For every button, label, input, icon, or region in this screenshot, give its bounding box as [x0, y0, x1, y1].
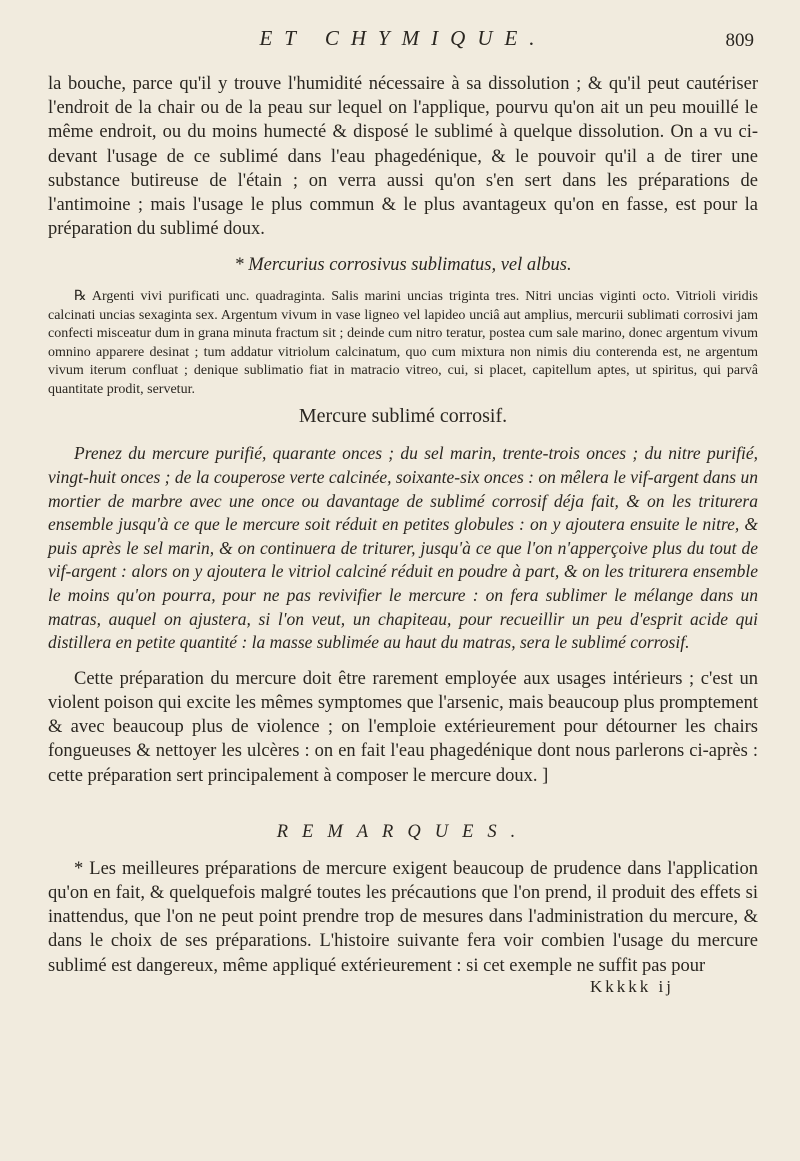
paragraph-continuation: la bouche, parce qu'il y trouve l'humidité nécessaire à sa dissolution ; & qu'il peut cautériser l'endroit de la chair ou de la peau sur lequel on l'applique, pourvu qu'on ait un peu mouillé le même endroit, ou du moins humecté & disposé le sublimé à quelque dissolution. On a vu ci-devant l'usage de ce sublimé dans l'eau phagedénique, & le pouvoir qu'il a de tirer une substance butireuse de l'étain ; on verra aussi qu'on s'en sert dans les préparations de l'antimoine ; mais l'usage le plus commun & le plus avantageux qu'on en fasse, est pour la préparation du sublimé doux.: [48, 74, 758, 240]
remarques-heading: REMARQUES.: [276, 821, 530, 842]
latin-recipe-heading: * Mercurius corrosivus sublimatus, vel albus.: [234, 255, 572, 276]
french-recipe: Prenez du mercure purifié, quarante onces ; du sel marin, trente-trois onces ; du nitre purifié, vingt-huit onces ; de la couperose verte calcinée, soixante-six onces : on mêlera le vif-argent dans un mortier de marbre avec une once ou davantage de sublimé corrosif déja fait, & on les triturera ensemble jusqu'à ce que le mercure soit réduit en petites globules : on y ajoutera ensuite le nitre, & puis après le sel marin, & on continuera de triturer, jusqu'à ce que l'on n'apperçoive plus du tout de vif-argent : alors on y ajoutera le vitriol calciné réduit en poudre à part, & on les triturera ensemble le moins qu'on pourra, pour ne pas revivifier le mercure : on fera sublimer le mélange dans un matras, auquel on ajustera, si l'on veut, un chapiteau, pour recueillir un peu d'esprit acide qui distillera en petite quantité : la masse sublimée au haut du matras, sera le sublimé corrosif.: [48, 443, 758, 653]
french-recipe-heading: Mercure sublimé corrosif.: [298, 405, 508, 428]
latin-recipe: ℞ Argenti vivi purificati unc. quadraginta. Salis marini uncias triginta tres. Nitri uncias viginti octo. Vitrioli viridis calcinati uncias sexaginta sex. Argentum vivum in vase ligneo vel lapideo unciâ aut amplius, mercurii sublimati corrosivi jam confecti misceatur dum in grana minuta fractum sit ; deinde cum nitro teratur, postea cum sale marino, donec argentum vivum omnino apparere desinat ; tum addatur vitriolum calcinatum, quo cum mixtura non nimis diu conterenda est, ne argentum vivum iterum confluat ; denique sublimatio fiat in matracio vitreo, cui, si placet, capitellum aptes, ut spiritus, qui parvâ quantitate prodit, servetur.: [48, 289, 758, 397]
usage-paragraph: Cette préparation du mercure doit être rarement employée aux usages intérieurs ; c'est un violent poison qui excite les mêmes symptomes que l'arsenic, mais beaucoup plus promptement & avec beaucoup plus de violence ; on l'emploie extérieurement pour détourner les chairs fongueuses & nettoyer les ulcères : on en fait l'eau phagedénique dont nous parlerons ci-après : cette préparation sert principalement à composer le mercure doux. ]: [48, 668, 758, 786]
signature-mark: Kkkkk ij: [590, 976, 674, 996]
remarques-paragraph: * Les meilleures préparations de mercure exigent beaucoup de prudence dans l'application qu'on en fait, & quelquefois malgré toutes les précautions que l'on prend, il produit des effets si inattendus, que l'on ne peut point prendre trop de mesures dans l'administration du mercure, & dans le choix de ses préparations. L'histoire suivante fera voir combien l'usage du mercure sublimé est dangereux, même appliqué extérieurement : si cet exemple ne suffit pas pour: [48, 858, 758, 976]
running-title: ET CHYMIQUE.: [259, 26, 547, 50]
page-number: 809: [725, 30, 754, 51]
running-head: [48, 0, 758, 72]
